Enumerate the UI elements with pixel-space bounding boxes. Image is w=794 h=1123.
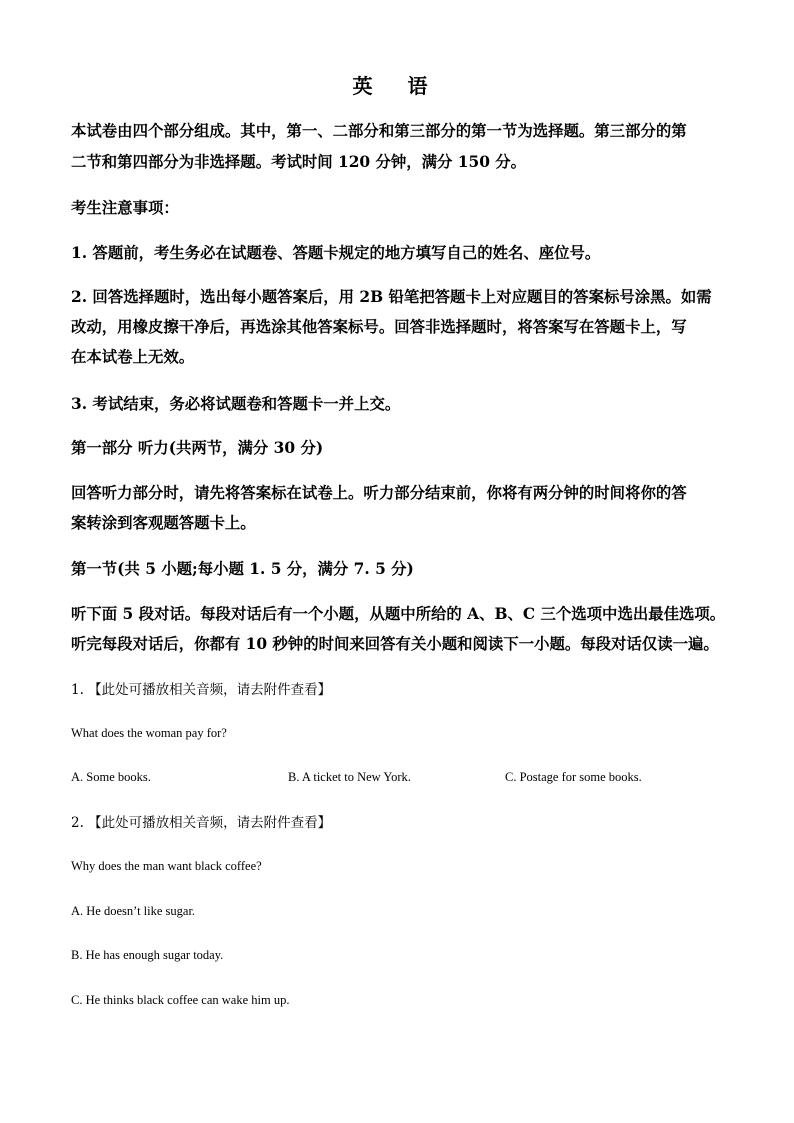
question-1-option-a: A. Some books. (71, 770, 151, 784)
section1-instruction-line-2: 听完每段对话后，你都有 10 秒钟的时间来回答有关小题和阅读下一小题。每段对话仅读一遍。 (71, 635, 719, 653)
question-2-option-c: C. He thinks black coffee can wake him up. (71, 993, 290, 1007)
question-2-option-b: B. He has enough sugar today. (71, 948, 224, 962)
question-2-option-a: A. He doesn’t like sugar. (71, 904, 196, 918)
part1-instruction-line-1: 回答听力部分时，请先将答案标在试卷上。听力部分结束前，你将有两分钟的时间将你的答 (71, 484, 687, 502)
notice-item-2-line-3: 在本试卷上无效。 (71, 348, 195, 366)
intro-line-1: 本试卷由四个部分组成。其中，第一、二部分和第三部分的第一节为选择题。第三部分的第 (71, 122, 687, 140)
notice-item-2-line-1: 2. 回答选择题时，选出每小题答案后，用 2B 铅笔把答题卡上对应题目的答案标号涂黑。如需 (71, 288, 712, 306)
notice-item-3: 3. 考试结束，务必将试题卷和答题卡一并上交。 (71, 395, 401, 413)
question-1-audio-marker[interactable]: 1. 【此处可播放相关音频，请去附件查看】 (71, 682, 332, 698)
question-1-option-c: C. Postage for some books. (505, 770, 642, 784)
question-1-stem: What does the woman pay for? (71, 726, 227, 740)
part1-instruction-line-2: 案转涂到客观题答题卡上。 (71, 514, 256, 532)
section1-heading: 第一节(共 5 小题;每小题 1. 5 分，满分 7. 5 分) (71, 560, 414, 578)
question-2-stem: Why does the man want black coffee? (71, 859, 262, 873)
notice-heading: 考生注意事项： (71, 199, 179, 217)
notice-item-1: 1. 答题前，考生务必在试题卷、答题卡规定的地方填写自己的姓名、座位号。 (71, 244, 601, 262)
part1-heading: 第一部分 听力(共两节，满分 30 分) (71, 439, 324, 457)
section1-instruction-line-1: 听下面 5 段对话。每段对话后有一个小题，从题中所给的 A、B、C 三个选项中选出最佳选项。 (71, 605, 726, 623)
question-2-audio-marker[interactable]: 2. 【此处可播放相关音频，请去附件查看】 (71, 815, 332, 831)
intro-line-2: 二节和第四部分为非选择题。考试时间 120 分钟，满分 150 分。 (71, 153, 527, 171)
page-title: 英 语 (352, 74, 442, 98)
notice-item-2-line-2: 改动，用橡皮擦干净后，再选涂其他答案标号。回答非选择题时，将答案写在答题卡上，写 (71, 318, 687, 336)
question-1-option-b: B. A ticket to New York. (288, 770, 411, 784)
